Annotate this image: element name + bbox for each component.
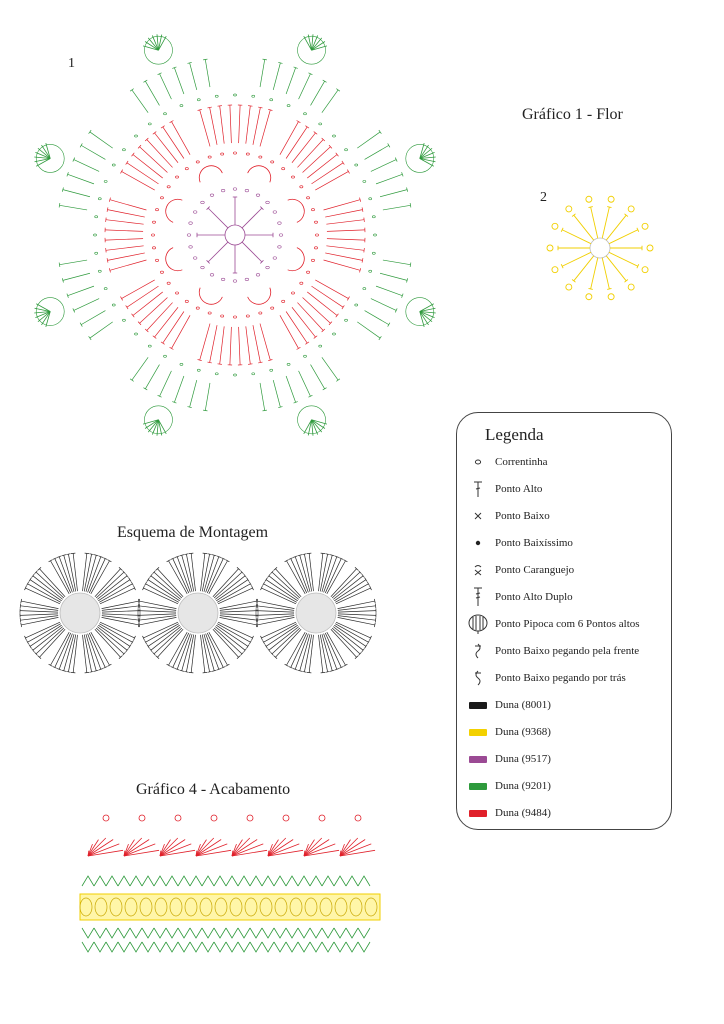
flower-chart: [20, 20, 450, 450]
double-crochet-icon: [467, 477, 489, 501]
legend-item-crab: Ponto Caranguejo: [467, 558, 667, 582]
legend-panel: [456, 412, 672, 830]
legend-color-9484: Duna (9484): [467, 801, 667, 825]
treble-crochet-icon: [467, 585, 489, 609]
legend-item-tr: Ponto Alto Duplo: [467, 585, 667, 609]
finishing-chart: [72, 808, 392, 958]
legend-item-slip: Ponto Baixíssimo: [467, 531, 667, 555]
front-post-sc-icon: [467, 639, 489, 663]
chart-number-2: 2: [540, 190, 547, 205]
slip-stitch-icon: [467, 531, 489, 555]
color-swatch: [469, 810, 487, 817]
popcorn-stitch-icon: [467, 612, 489, 636]
color-swatch: [469, 729, 487, 736]
back-post-sc-icon: [467, 666, 489, 690]
chart-number-1: 1: [68, 56, 75, 71]
legend-color-9368: Duna (9368): [467, 720, 667, 744]
legend-color-8001: Duna (8001): [467, 693, 667, 717]
legend-item-popcorn: Ponto Pipoca com 6 Pontos altos: [467, 612, 667, 636]
legend-item-fpsc: Ponto Baixo pegando pela frente: [467, 639, 667, 663]
legend-item-sc: Ponto Baixo: [467, 504, 667, 528]
crab-stitch-icon: [467, 558, 489, 582]
legend-color-9201: Duna (9201): [467, 774, 667, 798]
legend-item-dc: Ponto Alto: [467, 477, 667, 501]
assembly-title: Esquema de Montagem: [117, 524, 269, 541]
legend-title: Legenda: [485, 425, 544, 444]
chain-stitch-icon: [467, 450, 489, 474]
legend-color-9517: Duna (9517): [467, 747, 667, 771]
legend-item-bpsc: Ponto Baixo pegando por trás: [467, 666, 667, 690]
color-swatch: [469, 756, 487, 763]
chart4-title: Gráfico 4 - Acabamento: [136, 781, 291, 798]
chart1-title: Gráfico 1 - Flor: [522, 106, 623, 123]
assembly-chart: [18, 548, 378, 678]
color-swatch: [469, 783, 487, 790]
color-swatch: [469, 702, 487, 709]
flower-center-chart: [536, 190, 666, 310]
legend-item-chain: Correntinha: [467, 450, 667, 474]
single-crochet-icon: [467, 504, 489, 528]
